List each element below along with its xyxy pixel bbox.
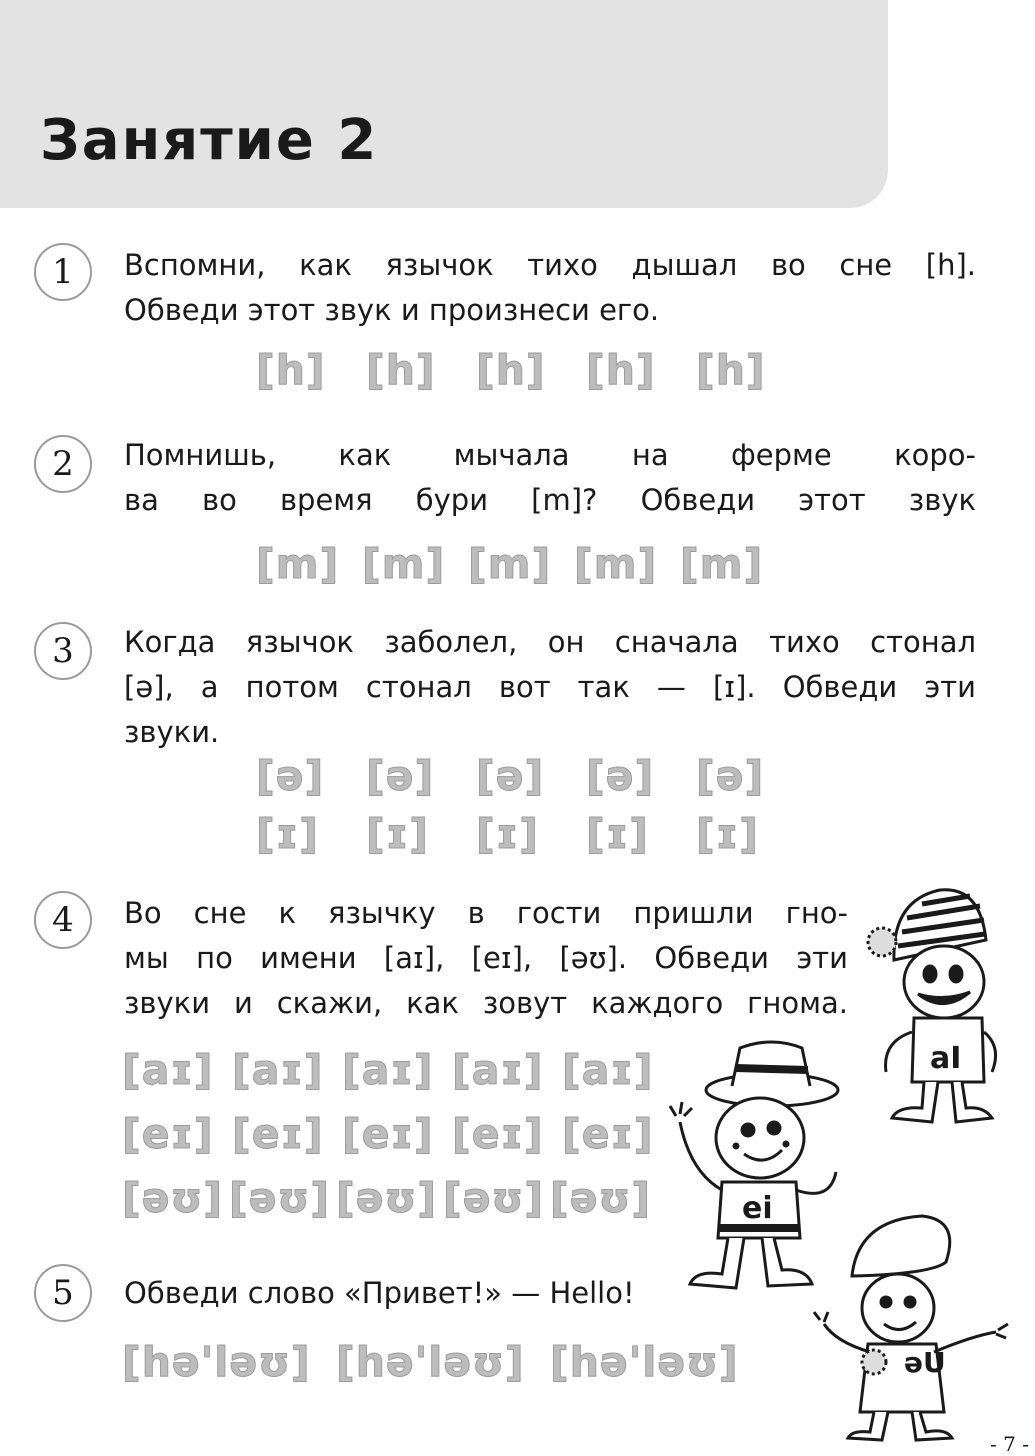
trace-row-short-i <box>256 810 759 858</box>
trace-item[interactable]: [eɪ] <box>452 1110 544 1158</box>
trace-item[interactable]: [hə'ləʊ] <box>336 1338 525 1386</box>
task-3-line-1: Когда язычок заболел, он сначала тихо стонал <box>124 625 976 659</box>
trace-item[interactable]: [ɪ] <box>696 810 759 858</box>
trace-item[interactable]: [əʊ] <box>336 1174 437 1222</box>
trace-row-h <box>256 346 766 394</box>
task-2-line-1: Помнишь, как мычала на ферме коро- <box>124 438 976 472</box>
task-4-line-2: мы по имени [aɪ], [eɪ], [əʊ]. Обведи эти <box>124 941 848 975</box>
trace-item[interactable]: [ɪ] <box>366 810 429 858</box>
gnome-3-label: əU <box>904 1346 946 1379</box>
trace-item[interactable]: [əʊ] <box>550 1174 651 1222</box>
trace-item[interactable]: [aɪ] <box>122 1046 214 1094</box>
task-1-text <box>124 243 976 333</box>
task-2-line-2: ва во время бури [m]? Обведи этот звук <box>124 483 976 517</box>
task-3-line-3: звуки. <box>124 715 220 749</box>
trace-item[interactable]: [əʊ] <box>229 1174 330 1222</box>
task-3-text <box>124 620 976 755</box>
trace-row-ou <box>122 1174 651 1222</box>
task-1-line-1: Вспомни, как язычок тихо дышал во сне [h]. <box>124 248 976 282</box>
trace-item[interactable]: [m] <box>574 540 658 588</box>
task-3-line-2: [ə], а потом стонал вот так — [ɪ]. Обведи эти <box>124 670 976 704</box>
trace-item[interactable]: [ə] <box>586 752 655 800</box>
trace-item[interactable]: [ɪ] <box>256 810 319 858</box>
trace-item[interactable]: [h] <box>476 346 546 394</box>
trace-item[interactable]: [ə] <box>256 752 325 800</box>
gnome-floppy-hat-icon <box>812 1212 1012 1442</box>
trace-item[interactable]: [hə'ləʊ] <box>550 1338 739 1386</box>
trace-row-hello <box>122 1338 739 1386</box>
trace-item[interactable]: [eɪ] <box>122 1110 214 1158</box>
task-4-text <box>124 891 848 1026</box>
trace-item[interactable]: [m] <box>362 540 446 588</box>
trace-row-ei <box>122 1110 654 1158</box>
gnome-striped-hat-icon <box>852 882 1002 1132</box>
header-band <box>0 0 888 208</box>
task-4-line-1: Во сне к язычку в гости пришли гно- <box>124 896 848 930</box>
trace-item[interactable]: [ə] <box>476 752 545 800</box>
trace-item[interactable]: [aɪ] <box>232 1046 324 1094</box>
trace-item[interactable]: [ɪ] <box>586 810 649 858</box>
gnome-2-label: ei <box>742 1191 773 1226</box>
trace-item[interactable]: [ɪ] <box>476 810 539 858</box>
trace-item[interactable]: [m] <box>468 540 552 588</box>
trace-item[interactable]: [hə'ləʊ] <box>122 1338 311 1386</box>
trace-item[interactable]: [h] <box>256 346 326 394</box>
task-1-line-2: Обведи этот звук и произнеси его. <box>124 293 660 327</box>
trace-item[interactable]: [eɪ] <box>342 1110 434 1158</box>
trace-item[interactable]: [aɪ] <box>342 1046 434 1094</box>
trace-item[interactable]: [eɪ] <box>232 1110 324 1158</box>
trace-row-m <box>256 540 763 588</box>
trace-item[interactable]: [h] <box>586 346 656 394</box>
trace-item[interactable]: [eɪ] <box>562 1110 654 1158</box>
gnome-1-label: aI <box>930 1041 962 1076</box>
trace-item[interactable]: [m] <box>680 540 764 588</box>
task-number-3: 3 <box>34 622 92 680</box>
trace-item[interactable]: [h] <box>696 346 766 394</box>
task-5-line-1: Обведи слово «Привет!» — Hello! <box>124 1276 635 1310</box>
trace-item[interactable]: [m] <box>256 540 340 588</box>
task-number-2: 2 <box>34 435 92 493</box>
trace-row-schwa <box>256 752 764 800</box>
trace-item[interactable]: [ə] <box>696 752 765 800</box>
task-4-line-3: звуки и скажи, как зовут каждого гнома. <box>124 986 848 1020</box>
trace-item[interactable]: [aɪ] <box>452 1046 544 1094</box>
trace-item[interactable]: [əʊ] <box>443 1174 544 1222</box>
task-number-4: 4 <box>34 891 92 949</box>
trace-item[interactable]: [h] <box>366 346 436 394</box>
lesson-title: Занятие 2 <box>40 108 379 173</box>
task-2-text <box>124 433 976 523</box>
trace-item[interactable]: [aɪ] <box>562 1046 654 1094</box>
trace-row-ai <box>122 1046 654 1094</box>
task-number-5: 5 <box>34 1264 92 1322</box>
trace-item[interactable]: [əʊ] <box>122 1174 223 1222</box>
trace-item[interactable]: [ə] <box>366 752 435 800</box>
page-number: - 7 - <box>990 1432 1029 1456</box>
task-number-1: 1 <box>34 243 92 301</box>
